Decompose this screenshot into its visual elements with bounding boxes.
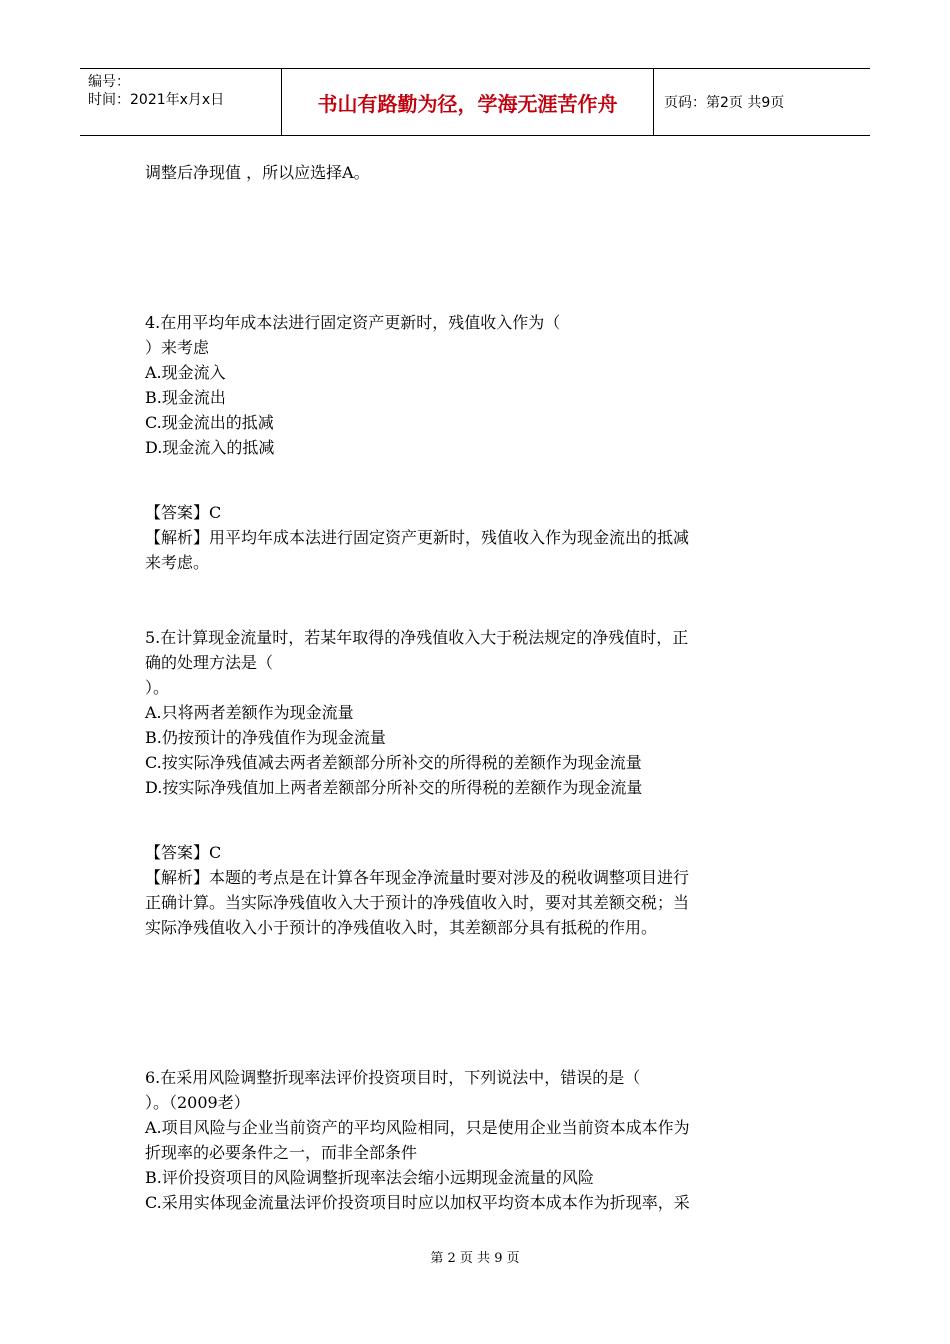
option-a: A.现金流入 [145,363,226,382]
page-header [80,68,870,136]
analysis-text: 实际净残值收入小于预计的净残值收入时，其差额部分具有抵税的作用。 [145,918,658,937]
question-text: 5.在计算现金流量时，若某年取得的净残值收入大于税法规定的净残值时，正 [145,628,689,647]
page-footer: 第 2 页 共 9 页 [430,1251,520,1266]
question-4 [145,310,805,575]
header-meta [80,69,282,135]
option-a-continued: 折现率的必要条件之一，而非全部条件 [145,1143,418,1162]
option-c: C.按实际净残值减去两者差额部分所补交的所得税的差额作为现金流量 [145,753,642,772]
analysis-text: 【解析】用平均年成本法进行固定资产更新时，残值收入作为现金流出的抵减 [145,528,690,547]
option-a: A.项目风险与企业当前资产的平均风险相同，只是使用企业当前资本成本作为 [145,1118,690,1137]
analysis-text: 【解析】本题的考点是在计算各年现金净流量时要对涉及的税收调整项目进行 [145,868,690,887]
answer: 【答案】C [145,503,222,522]
analysis-text: 来考虑。 [145,553,210,572]
intro-text: 调整后净现值 ，所以应选择A。 [145,163,370,182]
question-text: ）。 [145,678,170,697]
option-d: D.现金流入的抵减 [145,438,275,457]
question-text: 6.在采用风险调整折现率法评价投资项目时，下列说法中，错误的是（ [145,1068,641,1087]
question-6 [145,1065,805,1215]
question-text: ）来考虑 [145,338,210,357]
header-motto: 书山有路勤为径，学海无涯苦作舟 [282,69,654,135]
document-body [145,160,805,1215]
question-text: 确的处理方法是（ [145,653,274,672]
answer: 【答案】C [145,843,222,862]
analysis-text: 正确计算。当实际净残值收入大于预计的净残值收入时，要对其差额交税；当 [145,893,690,912]
question-text: 4.在用平均年成本法进行固定资产更新时，残值收入作为（ [145,313,561,332]
question-text: ）。（2009老） [145,1093,250,1112]
header-page-info: 页码：第2页 共9页 [664,95,785,111]
option-a: A.只将两者差额作为现金流量 [145,703,354,722]
question-5 [145,625,805,940]
option-b: B.现金流出 [145,388,226,407]
option-b: B.评价投资项目的风险调整折现率法会缩小远期现金流量的风险 [145,1168,594,1187]
option-d: D.按实际净残值加上两者差额部分所补交的所得税的差额作为现金流量 [145,778,643,797]
option-b: B.仍按预计的净残值作为现金流量 [145,728,386,747]
option-c: C.现金流出的抵减 [145,413,274,432]
number-label: 编号： [88,74,130,90]
option-c: C.采用实体现金流量法评价投资项目时应以加权平均资本成本作为折现率，采 [145,1193,690,1212]
date-label: 时间：2021年x月x日 [88,92,225,108]
